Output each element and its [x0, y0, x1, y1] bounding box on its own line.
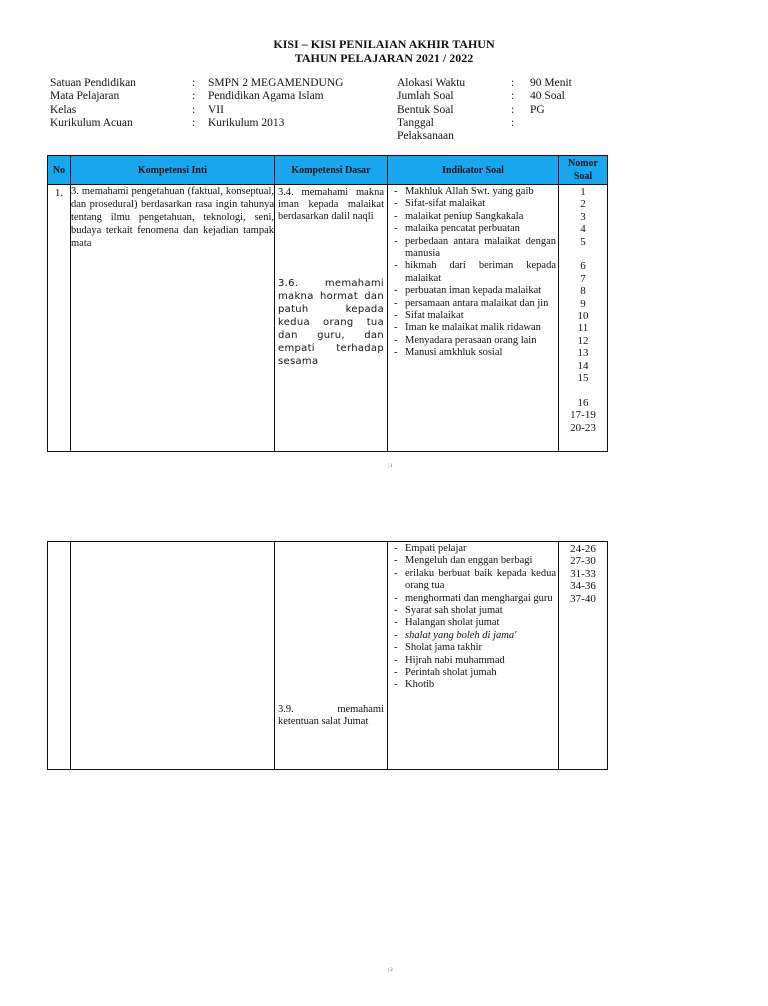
meta-value: 90 Menit — [530, 77, 572, 89]
list-item: - hikmah dari beriman kepada malaikat — [405, 260, 556, 285]
list-item: - perbedaan antara malaikat dengan manusia — [405, 236, 556, 261]
list-item: - shalat yang boleh di jama' — [405, 630, 556, 642]
table-row — [48, 542, 608, 770]
question-number: 11 — [577, 322, 589, 335]
header-kompetensi-dasar: Kompetensi Dasar — [275, 156, 388, 185]
indikator-cell — [388, 542, 559, 770]
question-number: 6 — [580, 260, 586, 273]
list-item: - Syarat sah sholat jumat — [405, 605, 556, 617]
list-item: - Sholat jama takhir — [405, 642, 556, 654]
question-number: 34-36 — [570, 580, 596, 593]
list-item: - Menyadara perasaan orang lain — [405, 335, 556, 347]
page-number: | 2 — [388, 968, 393, 973]
meta-value: PG — [530, 104, 545, 116]
indikator-cell — [388, 185, 559, 452]
question-number-spacer — [559, 384, 607, 396]
question-number: 20-23 — [570, 421, 596, 434]
list-item: - Empati pelajar — [405, 543, 556, 555]
question-number: 1 — [580, 186, 586, 198]
list-item: - malaikat peniup Sangkakala — [405, 211, 556, 223]
question-number: 14 — [577, 359, 589, 372]
indicator-list-page-1 — [388, 186, 558, 360]
table-header-row — [48, 156, 608, 185]
list-item: - Khotib — [405, 679, 556, 691]
table-row — [48, 185, 608, 452]
question-number: 10 — [577, 310, 589, 323]
list-item: - perbuatan iman kepada malaikat — [405, 285, 556, 297]
list-item: - Iman ke malaikat malik ridawan — [405, 322, 556, 334]
meta-value: Pendidikan Agama Islam — [208, 90, 324, 102]
list-item: - Sifat malaikat — [405, 310, 556, 322]
kd-3-9: 3.9. memahami ketentuan salat Jumat — [278, 704, 384, 727]
meta-value: SMPN 2 MEGAMENDUNG — [208, 77, 344, 89]
meta-label: Mata Pelajaran — [50, 90, 120, 102]
nomor-soal-cell — [559, 542, 608, 770]
question-number: 2 — [580, 198, 586, 211]
meta-colon: : — [192, 117, 196, 129]
kd-3-6: 3.6. memahami makna hormat dan patuh kepada kedua orang tua dan guru, dan empati terhadap sesama — [278, 278, 384, 367]
list-item: - Halangan sholat jumat — [405, 617, 556, 629]
meta-colon: : — [511, 117, 515, 129]
meta-value: Kurikulum 2013 — [208, 117, 285, 129]
meta-label: Kelas — [50, 104, 77, 116]
meta-label: Jumlah Soal — [397, 90, 454, 102]
question-number: 27-30 — [570, 555, 596, 568]
document-title: KISI – KISI PENILAIAN AKHIR TAHUN — [273, 37, 495, 51]
header-no: No — [48, 156, 71, 185]
question-number: 13 — [577, 347, 589, 360]
meta-label: Bentuk Soal — [397, 104, 454, 116]
list-item: - Manusi amkhluk sosial — [405, 347, 556, 359]
meta-colon: : — [511, 90, 515, 102]
kompetensi-dasar-cell — [275, 542, 388, 770]
question-number: 17-19 — [570, 409, 596, 422]
meta-colon: : — [192, 104, 196, 116]
meta-colon: : — [511, 104, 515, 116]
question-number: 24-26 — [570, 543, 596, 555]
header-indikator-soal: Indikator Soal — [388, 156, 559, 185]
question-number: 31-33 — [570, 567, 596, 580]
meta-colon: : — [192, 90, 196, 102]
question-number: 16 — [577, 396, 589, 409]
meta-colon: : — [511, 77, 515, 89]
list-item: - erilaku berbuat baik kepada kedua orang tua — [405, 568, 556, 593]
question-number: 37-40 — [570, 592, 596, 605]
list-item: - persamaan antara malaikat dan jin — [405, 298, 556, 310]
meta-label: Kurikulum Acuan — [50, 117, 133, 129]
list-item: - Hijrah nabi muhammad — [405, 655, 556, 667]
kd-3-4: 3.4. memahami makna iman kepada malaikat berdasarkan dalil naqli — [278, 187, 384, 222]
indicator-list-page-2 — [388, 543, 558, 692]
kisi-table-page-1 — [47, 155, 608, 452]
question-number: 12 — [577, 334, 589, 347]
kisi-table-page-2 — [47, 541, 608, 770]
list-item: - Sifat-sifat malaikat — [405, 198, 556, 210]
list-item: - Makhluk Allah Swt. yang gaib — [405, 186, 556, 198]
meta-colon: : — [192, 77, 196, 89]
header-nomor-soal: Nomor Soal — [559, 156, 608, 185]
question-number-spacer — [559, 248, 607, 260]
meta-value: VII — [208, 104, 224, 116]
meta-label: Tanggal Pelaksanaan — [397, 117, 454, 142]
header-kompetensi-inti: Kompetensi Inti — [71, 156, 275, 185]
question-number: 3 — [580, 210, 586, 223]
page-number: | 1 — [388, 464, 393, 469]
list-item: - malaika pencatat perbuatan — [405, 223, 556, 235]
question-number: 4 — [580, 223, 586, 236]
nomor-soal-cell — [559, 185, 608, 452]
meta-value: 40 Soal — [530, 90, 565, 102]
meta-label: Satuan Pendidikan — [50, 77, 136, 89]
kompetensi-dasar-cell — [275, 185, 388, 452]
question-number: 5 — [580, 235, 586, 248]
row-number: 1. — [48, 185, 71, 452]
question-number: 8 — [580, 285, 586, 298]
list-item: - menghormati dan menghargai guru — [405, 593, 556, 605]
question-number: 15 — [577, 372, 589, 385]
kompetensi-inti-text: 3. memahami pengetahuan (faktual, konseptual, dan prosedural) berdasarkan rasa ingin tahunya tentang ilmu pengetahuan, teknologi, seni, budaya terkait fenomena dan kejadian tampak mata — [71, 185, 275, 452]
question-number: 7 — [580, 272, 586, 285]
list-item: - Perintah sholat jumah — [405, 667, 556, 679]
row-number-empty — [48, 542, 71, 770]
kompetensi-inti-empty — [71, 542, 275, 770]
question-number: 9 — [580, 297, 586, 310]
meta-label: Alokasi Waktu — [397, 77, 466, 89]
academic-year: TAHUN PELAJARAN 2021 / 2022 — [294, 51, 474, 65]
list-item: - Mengeluh dan enggan berbagi — [405, 555, 556, 567]
